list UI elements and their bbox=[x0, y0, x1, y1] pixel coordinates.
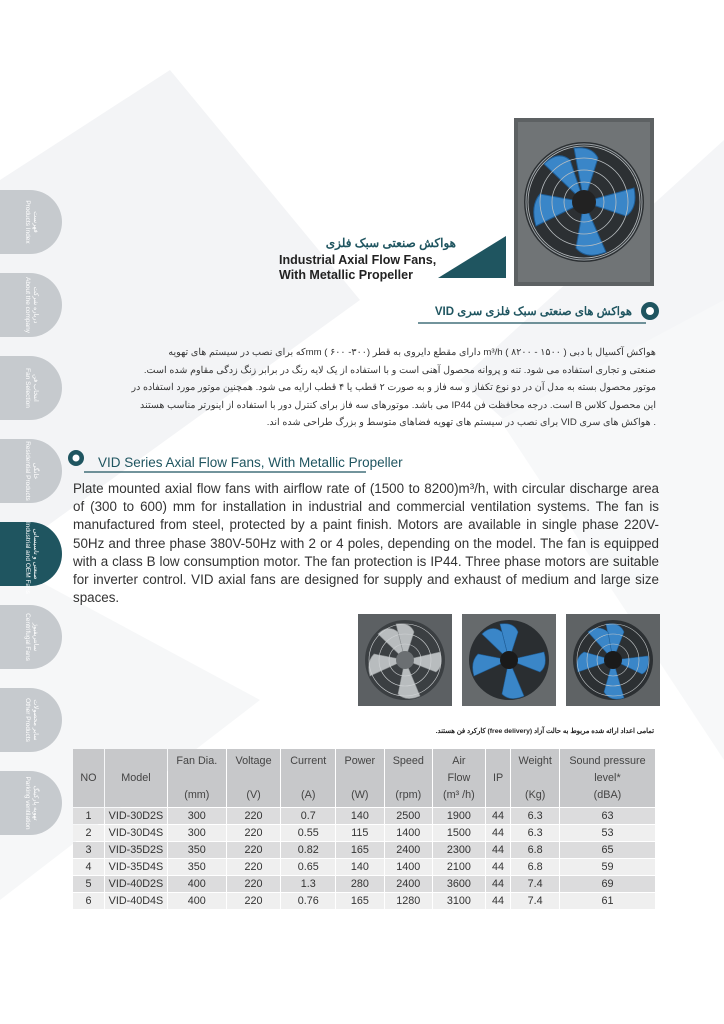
side-tab-other-products[interactable] bbox=[0, 688, 62, 752]
table-cell: 165 bbox=[336, 893, 383, 909]
specification-table bbox=[72, 748, 656, 910]
table-cell: VID-40D4S bbox=[105, 893, 167, 909]
note-fa: تمامی اعداد ارائه شده مربوط به حالت آزاد (free delivery) کارکرد فن هستند. bbox=[435, 728, 654, 735]
table-cell: 4 bbox=[73, 859, 104, 875]
side-tab-label-en: Residential Products bbox=[24, 441, 31, 501]
table-cell: 7.4 bbox=[511, 893, 558, 909]
header-airflow: Air Flow (m³ /h) bbox=[433, 749, 485, 807]
table-cell: 300 bbox=[168, 808, 226, 824]
table-cell: 2300 bbox=[433, 842, 485, 858]
table-cell: 63 bbox=[560, 808, 655, 824]
table-cell: 115 bbox=[336, 825, 383, 841]
table-cell: 300 bbox=[168, 825, 226, 841]
table-cell: 220 bbox=[227, 808, 281, 824]
table-cell: 400 bbox=[168, 893, 226, 909]
side-tab-label-fa: خانگی bbox=[32, 462, 39, 480]
hero-fan-photo bbox=[514, 118, 654, 286]
product-photo-blue-fan-2 bbox=[566, 614, 660, 706]
table-cell: 220 bbox=[227, 825, 281, 841]
table-cell: 350 bbox=[168, 842, 226, 858]
table-cell: VID-35D4S bbox=[105, 859, 167, 875]
table-cell: 2500 bbox=[385, 808, 432, 824]
table-row bbox=[73, 808, 655, 824]
side-tab-industrial[interactable] bbox=[0, 522, 62, 594]
description-fa bbox=[72, 344, 656, 432]
table-cell: 6.8 bbox=[511, 842, 558, 858]
table-header-row bbox=[73, 749, 655, 807]
table-cell: 2 bbox=[73, 825, 104, 841]
side-tab-label-en: Products Index bbox=[24, 200, 31, 244]
table-cell: 1280 bbox=[385, 893, 432, 909]
table-cell: 6.8 bbox=[511, 859, 558, 875]
table-cell: 400 bbox=[168, 876, 226, 892]
title-en-line1: Industrial Axial Flow Fans, bbox=[279, 253, 437, 267]
side-tab-label-en: About the company bbox=[24, 276, 31, 333]
header-current: Current (A) bbox=[281, 749, 335, 807]
table-cell: 44 bbox=[486, 842, 511, 858]
header-ip: IP bbox=[486, 749, 511, 807]
header-model: Model bbox=[105, 749, 167, 807]
table-cell: 0.65 bbox=[281, 859, 335, 875]
title-fa: هواکش صنعتی سبک فلزی bbox=[325, 236, 456, 250]
description-fa-line: این محصول کلاس B است. درجه محافظت فن IP44 می باشد. موتورهای سه فاز برای کنترل دور با استفاده از اینورتر مناسب هستند bbox=[140, 399, 656, 411]
description-en: Plate mounted axial flow fans with airflow rate of (1500 to 8200)m³/h, with circular discharge area of (300 to 600) mm for installation in industrial and commercial ventilation systems. The fan is manufactured from steel, protected by a paint finish. Motors are available in single phase 220V-50Hz and three phase 380V-50Hz with 2 or 4 poles, depending on the model. The fan is equipped with a class B low consumption motor. The fan protection is IP44. Three phase motors are suitable for inverter control. VID axial fans are designed for supply and exhaust of medium and large size spaces. bbox=[73, 481, 659, 606]
table-cell: 220 bbox=[227, 876, 281, 892]
table-cell: 2100 bbox=[433, 859, 485, 875]
table-cell: 44 bbox=[486, 808, 511, 824]
header-no: NO bbox=[73, 749, 104, 807]
table-cell: 140 bbox=[336, 859, 383, 875]
header-speed: Speed (rpm) bbox=[385, 749, 432, 807]
side-tab-label-en: Parking ventilation bbox=[24, 776, 31, 830]
side-tab-label-fa: درباره شرکت bbox=[32, 286, 39, 324]
table-cell: 1.3 bbox=[281, 876, 335, 892]
table-cell: 59 bbox=[560, 859, 655, 875]
side-tab-label-en: Centrifugal Fans bbox=[24, 613, 31, 661]
table-cell: 2400 bbox=[385, 876, 432, 892]
table-row bbox=[73, 859, 655, 875]
section-heading-fa bbox=[418, 298, 660, 324]
side-tab-label-en: Other Products bbox=[24, 698, 31, 742]
table-cell: VID-30D4S bbox=[105, 825, 167, 841]
table-cell: 44 bbox=[486, 859, 511, 875]
side-tab-label-fa: سانتریفیوژ bbox=[32, 622, 39, 652]
table-cell: 6.3 bbox=[511, 825, 558, 841]
table-cell: 2400 bbox=[385, 842, 432, 858]
table-cell: 220 bbox=[227, 859, 281, 875]
description-fa-line: موتور محصول بسته به مدل آن در دو نوع تکفاز و سه فاز و به صورت ۲ قطب یا ۴ قطب ارایه می شود. همچنین موتور مورد استفاده در bbox=[131, 382, 656, 393]
table-cell: 165 bbox=[336, 842, 383, 858]
table-cell: 7.4 bbox=[511, 876, 558, 892]
table-cell: 3100 bbox=[433, 893, 485, 909]
side-tab-label-fa: انتخاب فن bbox=[32, 374, 39, 402]
side-tab-products-index[interactable] bbox=[0, 190, 62, 254]
table-cell: 140 bbox=[336, 808, 383, 824]
product-photo-grey-fan bbox=[358, 614, 452, 706]
side-tab-about[interactable] bbox=[0, 273, 62, 337]
side-tab-fan-selection[interactable] bbox=[0, 356, 62, 420]
table-cell: 0.55 bbox=[281, 825, 335, 841]
table-cell: 220 bbox=[227, 893, 281, 909]
description-fa-line: صنعتی و تجاری استفاده می شود. تنه و پروانه محصول آهنی است و با استفاده از یک لایه رنگ در برابر زنگ زدگی مقاوم شده است. bbox=[143, 364, 656, 376]
table-cell: 1400 bbox=[385, 825, 432, 841]
section-heading-fa-text: هواکش های صنعتی سبک فلزی سری VID bbox=[434, 306, 632, 318]
table-cell: 1400 bbox=[385, 859, 432, 875]
table-cell: 61 bbox=[560, 893, 655, 909]
table-cell: 0.82 bbox=[281, 842, 335, 858]
table-cell: 44 bbox=[486, 893, 511, 909]
header-sound-pressure: Sound pressure level* (dBA) bbox=[560, 749, 655, 807]
title-en bbox=[279, 253, 436, 283]
header-power: Power (W) bbox=[336, 749, 383, 807]
table-cell: 3 bbox=[73, 842, 104, 858]
table-row bbox=[73, 893, 655, 909]
table-cell: 350 bbox=[168, 859, 226, 875]
side-tab-label-fa: سایر محصولات bbox=[32, 699, 39, 741]
table-cell: 1 bbox=[73, 808, 104, 824]
table-cell: 1500 bbox=[433, 825, 485, 841]
side-tab-label-fa: صنعتی و تاسیساتی bbox=[32, 528, 39, 580]
side-tab-centrifugal[interactable] bbox=[0, 605, 62, 669]
title-en-line2: With Metallic Propeller bbox=[279, 268, 413, 282]
side-tab-label-en: Fan Selection bbox=[24, 368, 31, 408]
table-cell: 3600 bbox=[433, 876, 485, 892]
side-tab-parking[interactable] bbox=[0, 771, 62, 835]
table-cell: 0.7 bbox=[281, 808, 335, 824]
description-fa-line: هواکش آکسیال با دبی m³/h ( ۸۲۰۰ - ۱۵۰۰ ) دارای مقطع دایروی به قطر mm ( ۶۰۰ -۳۰۰)که برای نصب در سیستم های تهویه bbox=[168, 347, 656, 358]
table-cell: 69 bbox=[560, 876, 655, 892]
header-fan-dia: Fan Dia. (mm) bbox=[168, 749, 226, 807]
description-fa-line: . هواکش های سری VID برای نصب در سیستم های تهویه فضاهای متوسط و بزرگ طراحی شده اند. bbox=[266, 417, 656, 428]
table-cell: 5 bbox=[73, 876, 104, 892]
table-row bbox=[73, 842, 655, 858]
table-cell: 53 bbox=[560, 825, 655, 841]
table-row bbox=[73, 876, 655, 892]
table-cell: VID-40D2S bbox=[105, 876, 167, 892]
table-cell: 6 bbox=[73, 893, 104, 909]
table-cell: 220 bbox=[227, 842, 281, 858]
table-cell: 1900 bbox=[433, 808, 485, 824]
side-tab-label-en: Industrial and OEM Fans bbox=[24, 522, 31, 594]
table-cell: 44 bbox=[486, 825, 511, 841]
product-photo-blue-fan-1 bbox=[462, 614, 556, 706]
header-weight: Weight (Kg) bbox=[511, 749, 558, 807]
table-row bbox=[73, 825, 655, 841]
table-cell: VID-30D2S bbox=[105, 808, 167, 824]
table-cell: 44 bbox=[486, 876, 511, 892]
table-cell: 6.3 bbox=[511, 808, 558, 824]
table-cell: 0.76 bbox=[281, 893, 335, 909]
section-heading-en: VID Series Axial Flow Fans, With Metallic Propeller bbox=[98, 455, 403, 470]
side-tab-label-fa: فهرست bbox=[32, 211, 39, 233]
header-voltage: Voltage (V) bbox=[227, 749, 281, 807]
side-tab-residential[interactable] bbox=[0, 439, 62, 503]
side-tab-label-fa: تهویه پارکینگ bbox=[32, 785, 39, 821]
table-cell: 280 bbox=[336, 876, 383, 892]
table-cell: VID-35D2S bbox=[105, 842, 167, 858]
table-cell: 65 bbox=[560, 842, 655, 858]
